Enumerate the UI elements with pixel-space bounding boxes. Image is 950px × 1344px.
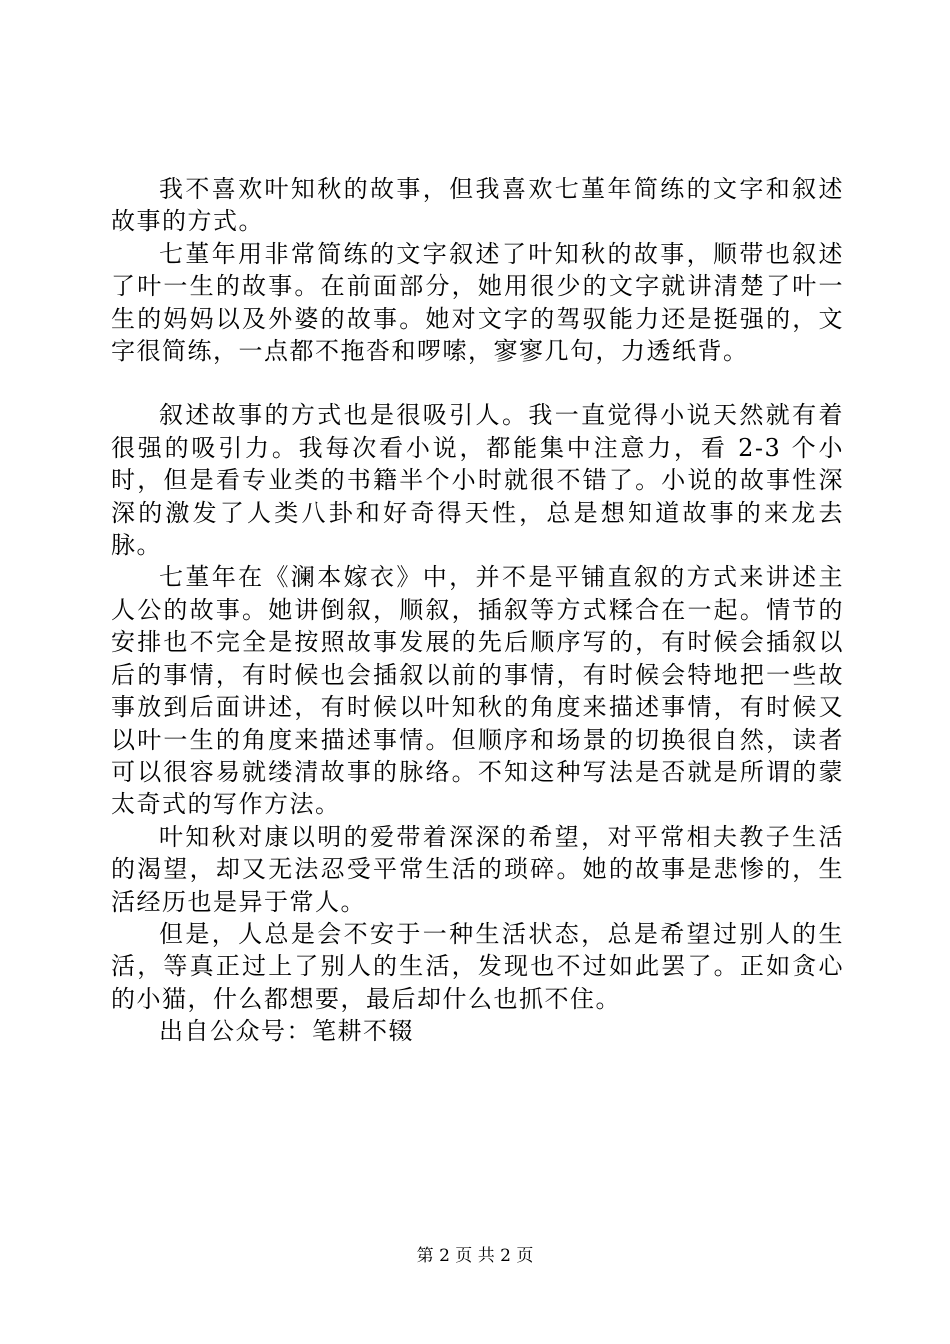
document-body	[111, 173, 844, 1048]
paragraph-6: 但是，人总是会不安于一种生活状态，总是希望过别人的生活，等真正过上了别人的生活，发现也不过如此罢了。正如贪心的小猫，什么都想要，最后却什么也抓不住。	[111, 919, 844, 1013]
paragraph-4: 七堇年在《澜本嫁衣》中，并不是平铺直叙的方式来讲述主人公的故事。她讲倒叙，顺叙，插叙等方式糅合在一起。情节的安排也不完全是按照故事发展的先后顺序写的，有时候会插叙以后的事情，有时候也会插叙以前的事情，有时候会特地把一些故事放到后面讲述，有时候以叶知秋的角度来描述事情，有时候又以叶一生的角度来描述事情。但顺序和场景的切换很自然，读者可以很容易就缕清故事的脉络。不知这种写法是否就是所谓的蒙太奇式的写作方法。	[111, 563, 844, 819]
paragraph-gap	[111, 367, 844, 399]
paragraph-3: 叙述故事的方式也是很吸引人。我一直觉得小说天然就有着很强的吸引力。我每次看小说，都能集中注意力，看 2-3 个小时，但是看专业类的书籍半个小时就很不错了。小说的故事性深深的激发了人类八卦和好奇得天性，总是想知道故事的来龙去脉。	[111, 401, 844, 560]
paragraph-5: 叶知秋对康以明的爱带着深深的希望，对平常相夫教子生活的渴望，却又无法忍受平常生活的琐碎。她的故事是悲惨的，生活经历也是异于常人。	[111, 822, 844, 916]
paragraph-2: 七堇年用非常简练的文字叙述了叶知秋的故事，顺带也叙述了叶一生的故事。在前面部分，她用很少的文字就讲清楚了叶一生的妈妈以及外婆的故事。她对文字的驾驭能力还是挺强的，文字很简练，一点都不拖沓和啰嗦，寥寥几句，力透纸背。	[111, 239, 844, 366]
paragraph-1: 我不喜欢叶知秋的故事，但我喜欢七堇年简练的文字和叙述故事的方式。	[111, 175, 844, 236]
source-note: 出自公众号：笔耕不辍	[159, 1017, 414, 1046]
page-number-footer: 第 2 页 共 2 页	[416, 1246, 534, 1266]
